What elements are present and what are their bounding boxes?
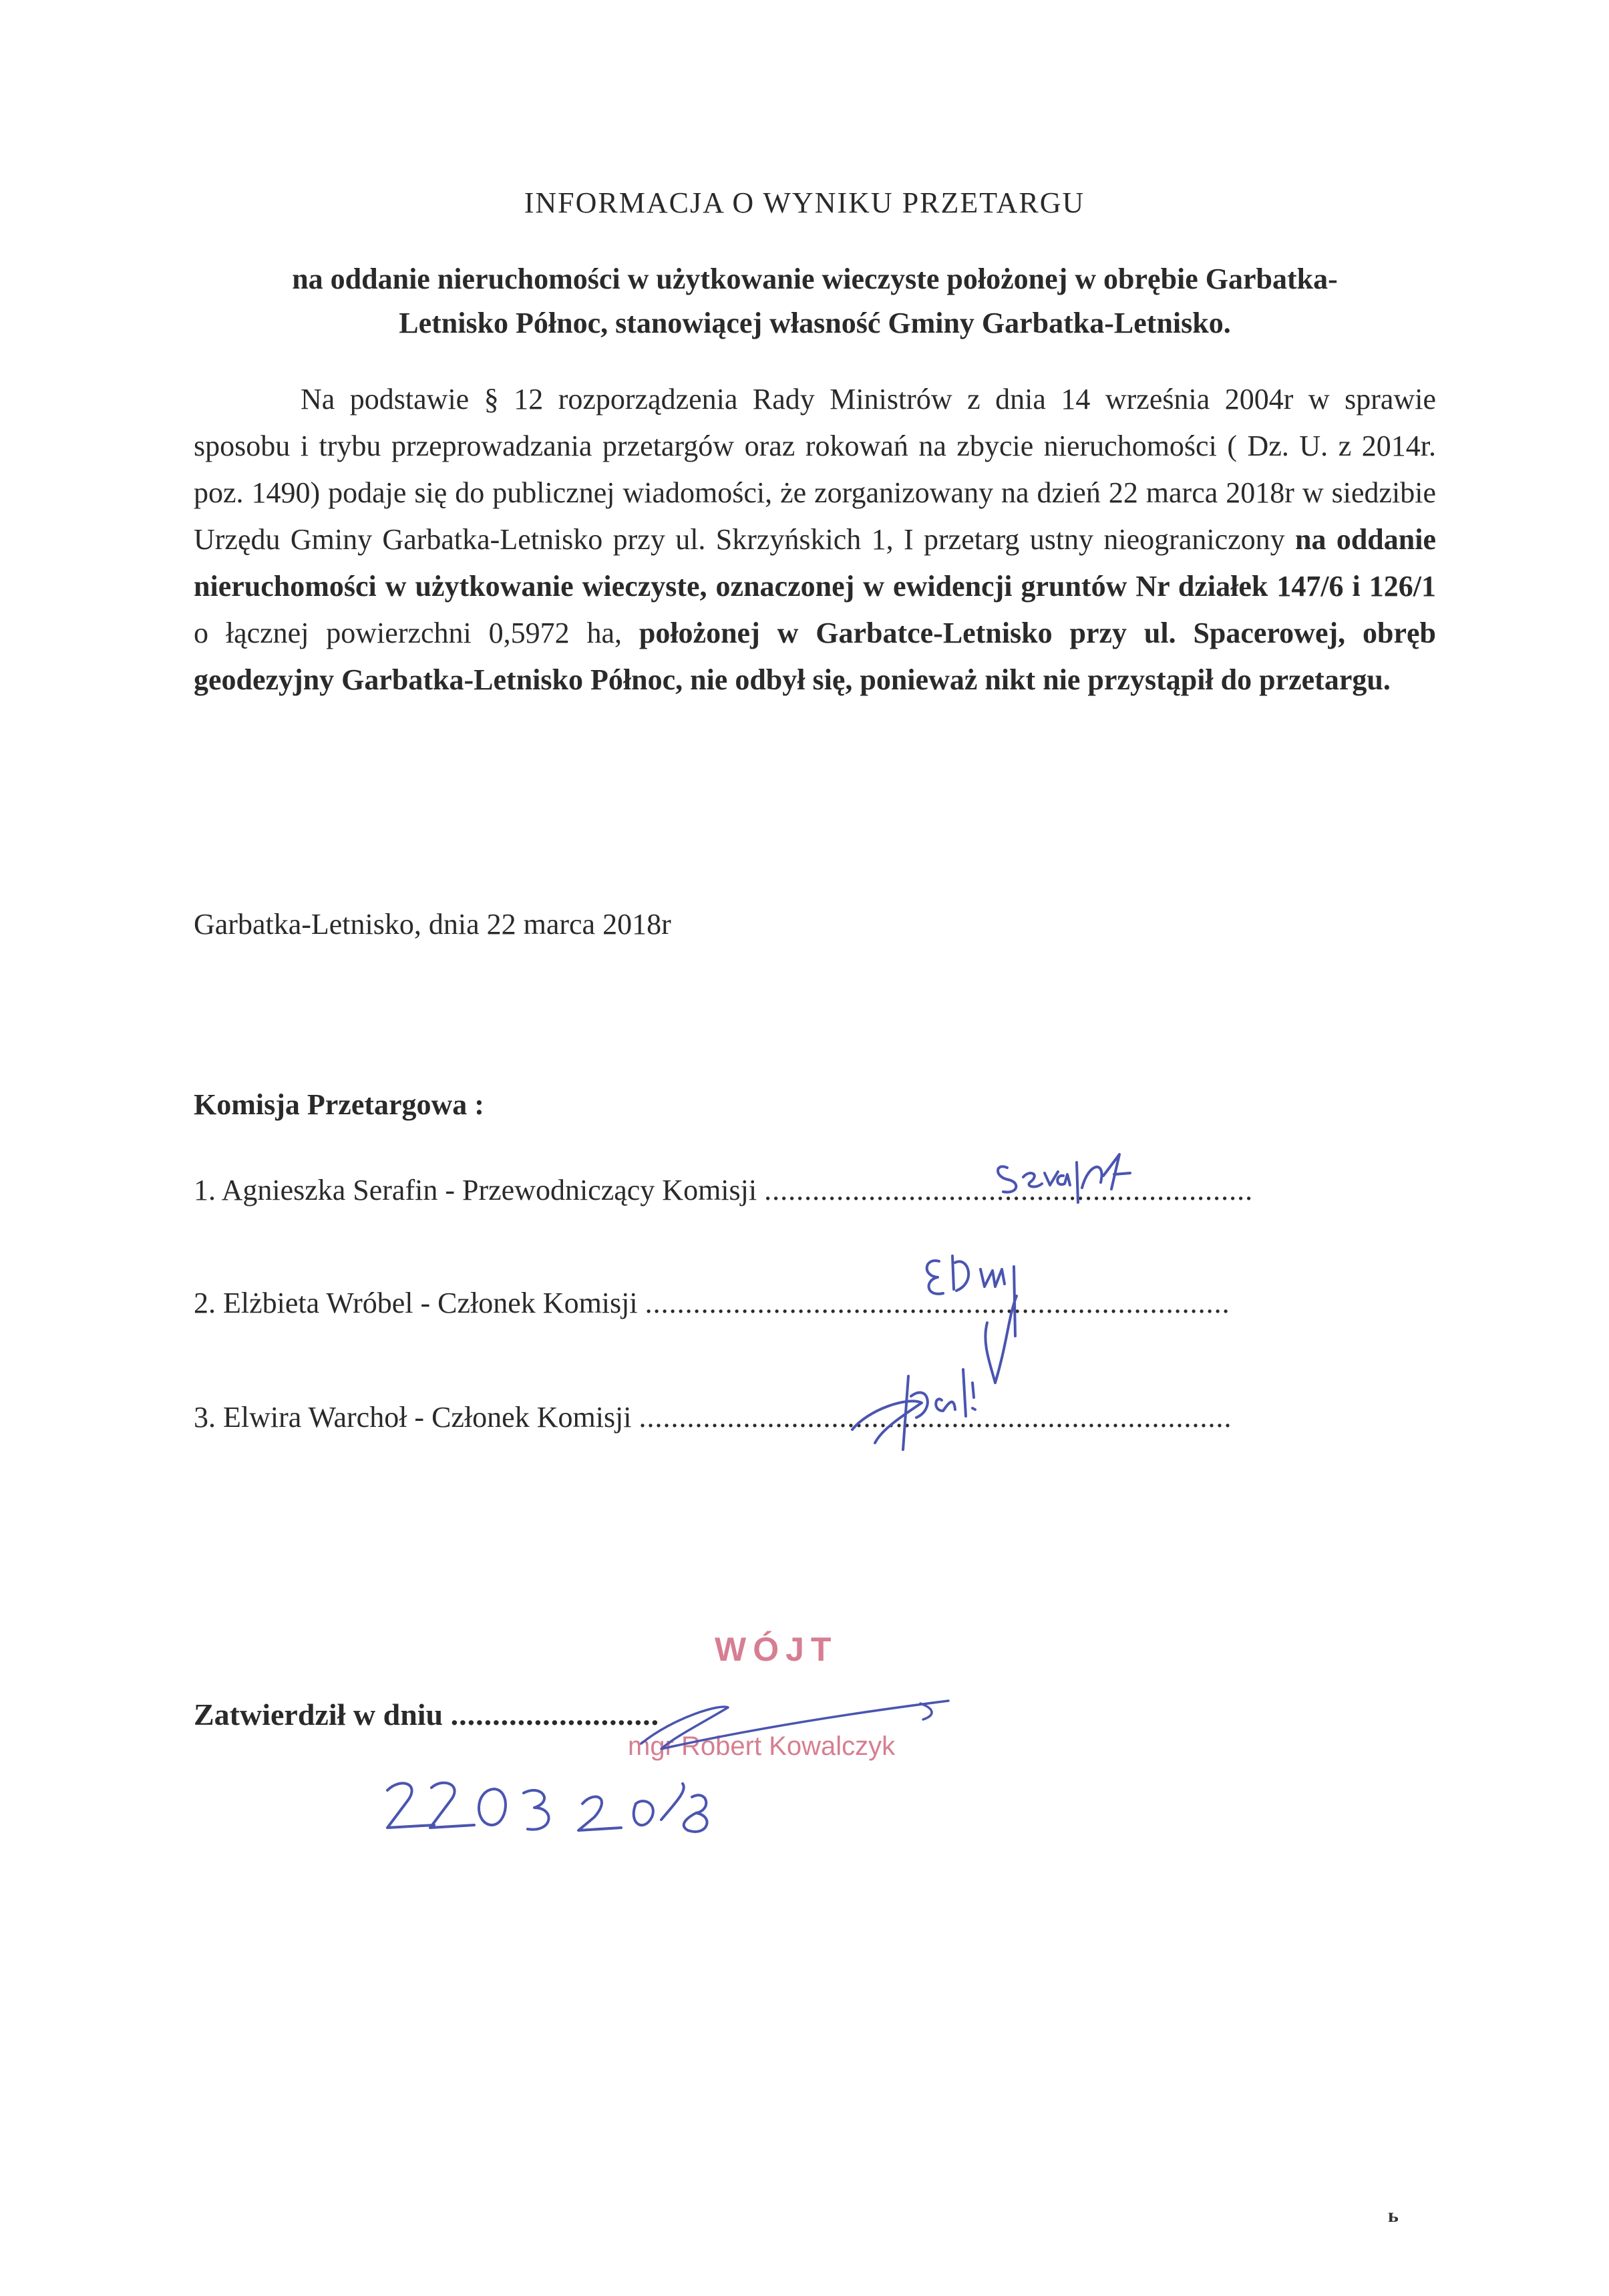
stamp-name: mgr Robert Kowalczyk [628,1732,896,1761]
body-part-4-bold: położonej w Garbatce-Letnisko przy ul. Spacerowej, obręb geodezyjny Garbatka-Letnisko Północ, nie odbył się, ponieważ nikt nie przystąpił do przetargu. [194,617,1436,696]
subtitle-line-2: Letnisko Północ, stanowiącej własność Gminy Garbatka-Letnisko. [399,307,1231,339]
approval-label: Zatwierdził w dniu [194,1697,443,1732]
scan-mark: ь [1388,2204,1399,2227]
wojt-signature [621,1670,955,1770]
approval-dots: ......................... [450,1697,660,1732]
subtitle-line-1: na oddanie nieruchomości w użytkowanie wieczyste położonej w obrębie Garbatka- [292,263,1338,295]
body-paragraph [194,376,1436,703]
member-1-text: 1. Agnieszka Serafin - Przewodniczący Komisji [194,1174,757,1206]
body-part-2-bold: na oddanie nieruchomości w użytkowanie wieczyste, oznaczonej w ewidencji gruntów Nr działek 147/6 i 126/1 [194,523,1436,603]
place-and-date: Garbatka-Letnisko, dnia 22 marca 2018r [194,908,671,941]
signature-member-1 [989,1136,1176,1209]
member-2-text: 2. Elżbieta Wróbel - Członek Komisji [194,1287,638,1319]
stamp-title: WÓJT [715,1631,838,1668]
approval-line [194,1697,659,1732]
member-3-text: 3. Elwira Warchoł - Członek Komisji [194,1401,632,1434]
handwritten-date [374,1764,721,1844]
member-3-signature-line: .......................................................................... [639,1401,1232,1434]
signature-member-3 [842,1356,1002,1456]
body-part-1: Na podstawie § 12 rozporządzenia Rady Ministrów z dnia 14 września 2004r w sprawie sposobu i trybu przeprowadzania przetargów oraz rokowań na zbycie nieruchomości ( Dz. U. z 2014r. poz. 1490) podaje się do publicznej wiadomości, że zorganizowany na dzień 22 marca 2018r w siedzibie Urzędu Gminy Garbatka-Letnisko przy ul. Skrzyńskich 1, I przetarg ustny nieograniczony [194,383,1436,556]
document-subtitle [227,257,1403,345]
commission-title: Komisja Przetargowa : [194,1088,484,1121]
body-part-3: o łącznej powierzchni 0,5972 ha, [194,617,639,649]
member-1-signature-line: ............................................................. [764,1174,1254,1206]
member-2-signature-line: ......................................................................... [645,1287,1230,1319]
document-title: INFORMACJA O WYNIKU PRZETARGU [524,186,1085,219]
commission-member-3 [194,1400,1232,1434]
